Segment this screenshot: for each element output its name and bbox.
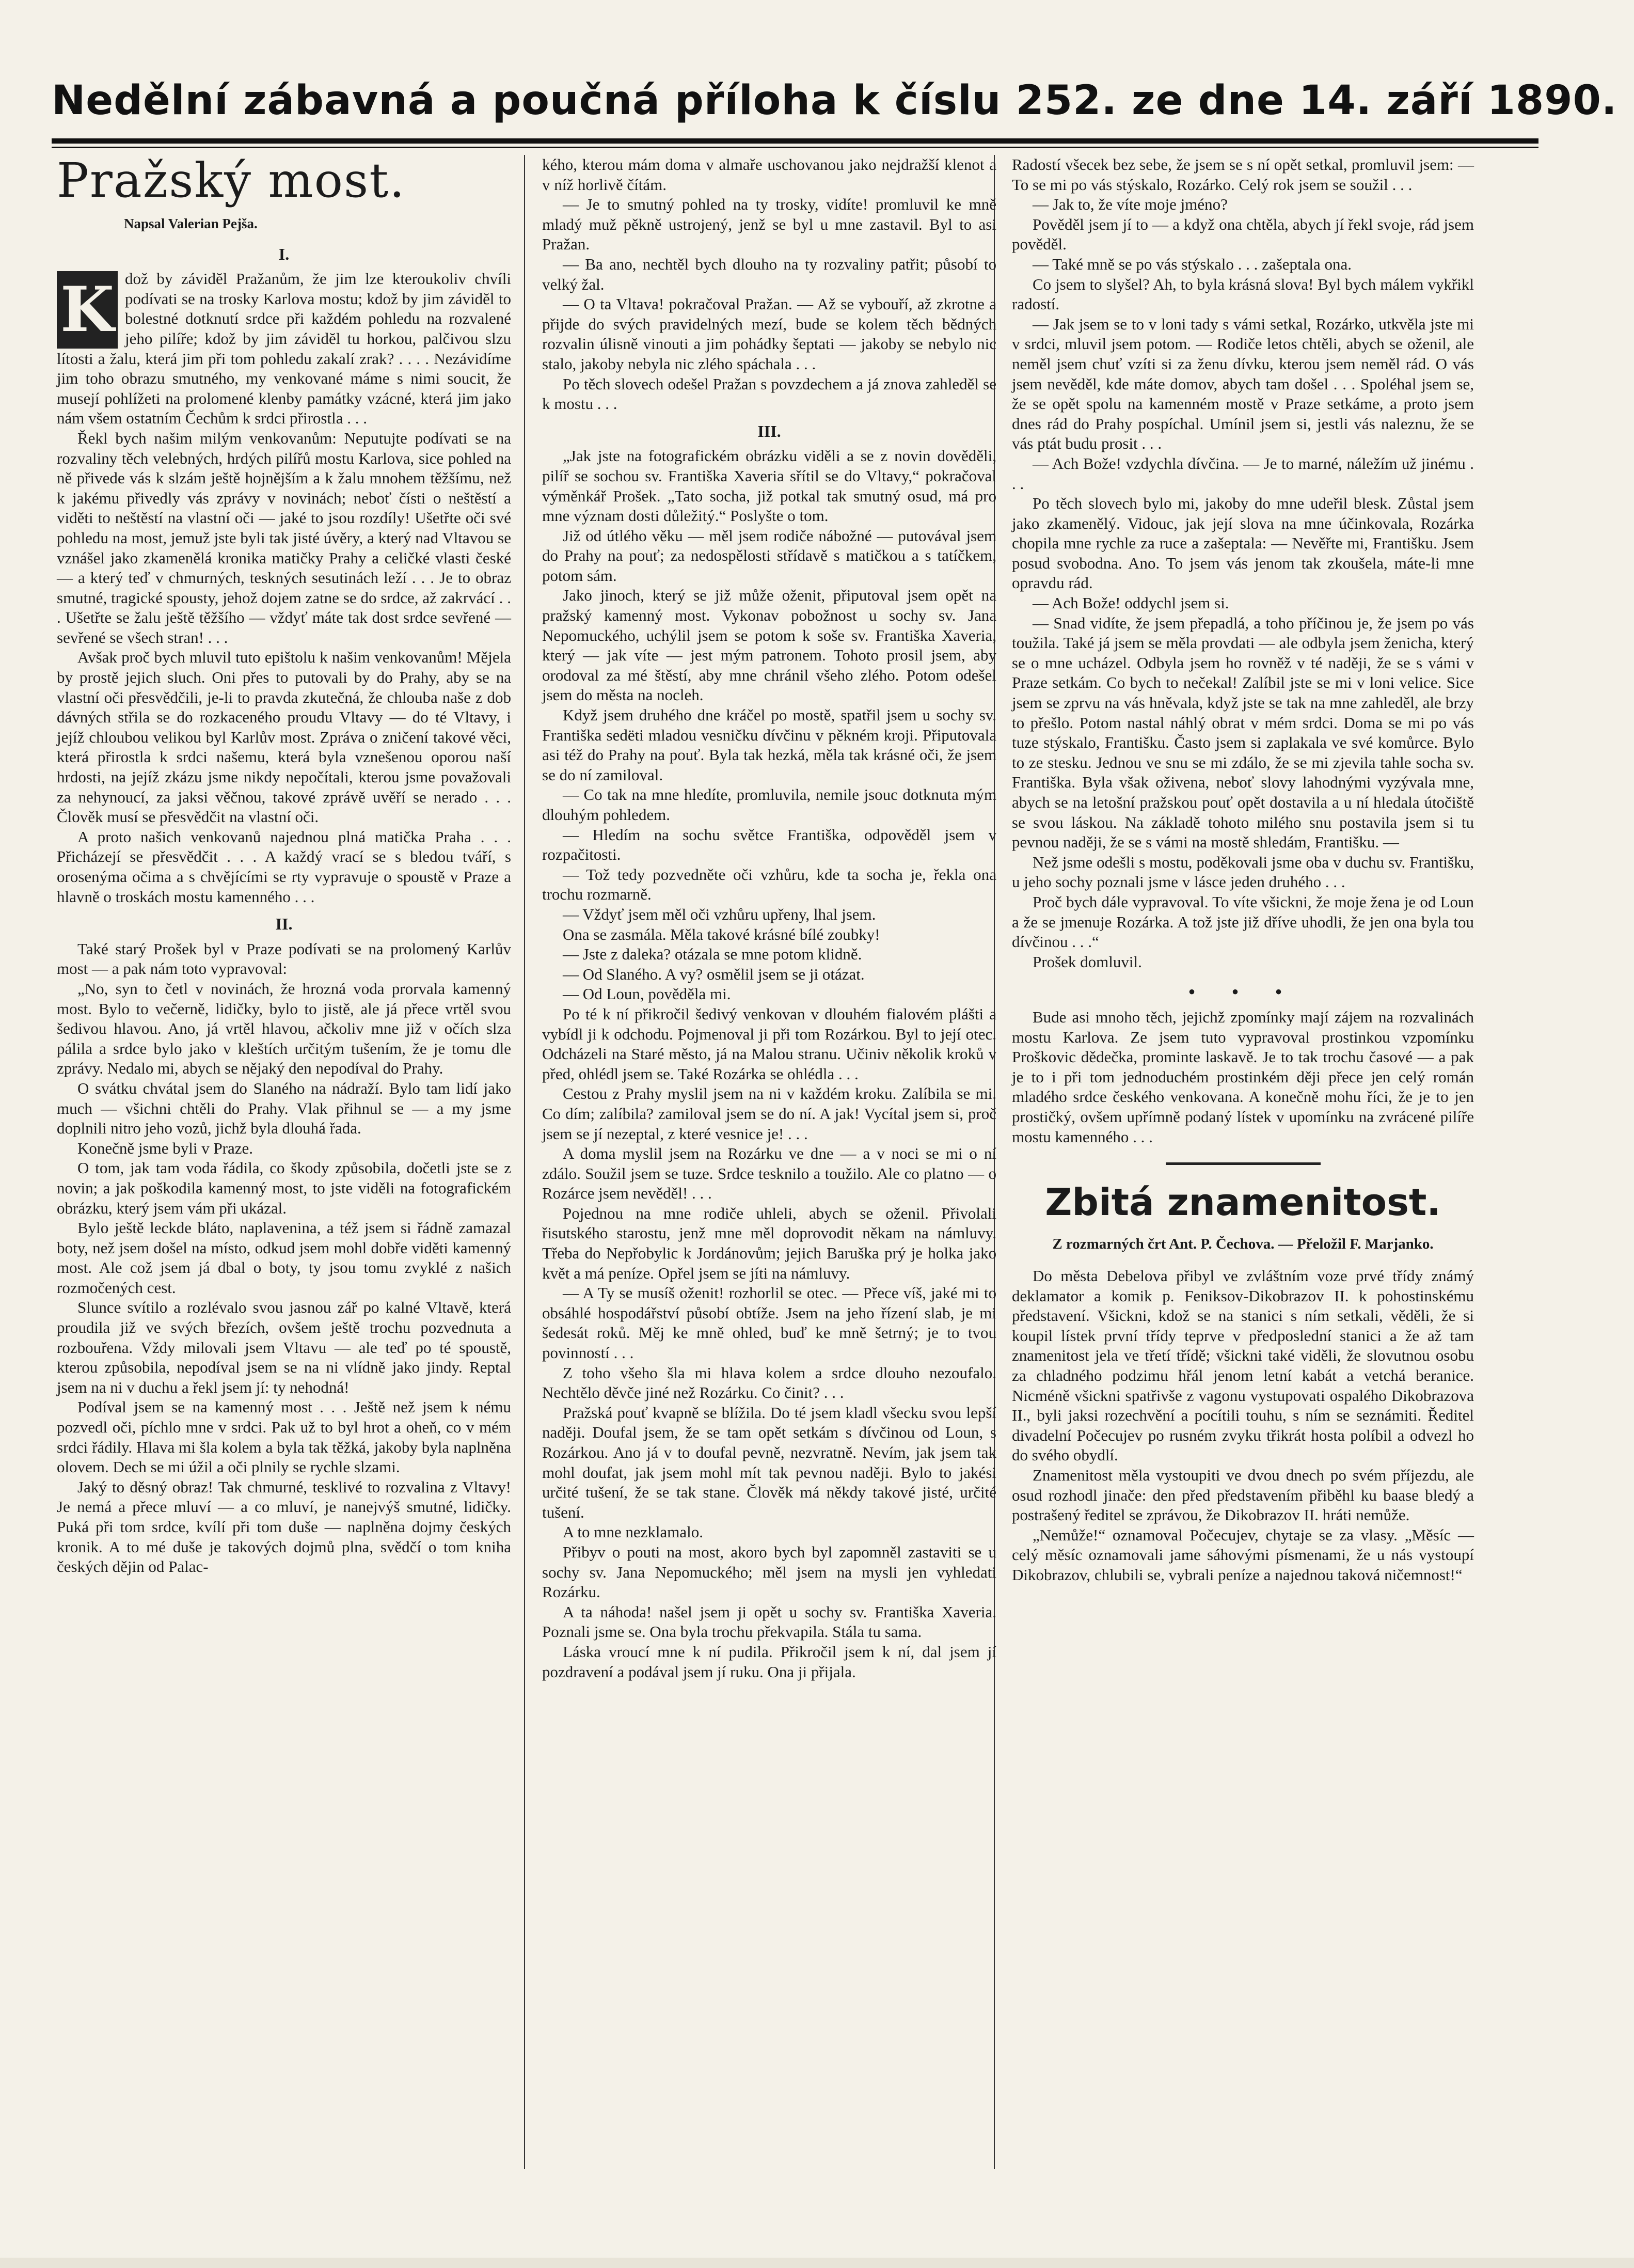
section-stars: • • •: [1188, 980, 1298, 1004]
paragraph: — Jak to, že víte moje jméno?: [1033, 195, 1228, 214]
masthead: Nedělní zábavná a poučná příloha k číslu 252. ze dne 14. září 1890.: [52, 77, 1617, 124]
paragraph: Jako jinoch, který se již může oženit, připutoval jsem opět na pražský kamenný most. Vykonav pobožnost u sochy sv. Jana Nepomuckého, uchýlil jsem se potom k soše sv. Františka Xaveria, který — jak víte — jest mým patronem. Tohoto prosil jsem, aby orodoval za mé štěstí, aby mne chránil všeho zlého. Potom odešel jsem do města na nocleh.: [542, 586, 996, 704]
section-heading: II.: [275, 915, 293, 934]
paragraph: — Jak jsem se to v loni tady s vámi setkal, Rozárko, utkvěla jste mi v srdci, mluvil jsem potom. — Rodiče letos chtěli, abych se oženil, ale neměl jsem chuť vzíti si za ženu dívku, kterou jsem neměl rád. O vás jsem nevěděl, kde máte domov, abych tam došel . . . Spoléhal jsem se, že se opět spolu na kamenném mostě v Praze setkáme, a proto jsem dnes rád do Prahy pospíchal. Umínil jsem si, jestli vás naleznu, že se vás ptát budu prosit . . .: [1012, 314, 1474, 453]
paragraph: — Od Loun, pověděla mi.: [563, 985, 731, 1003]
article-title: Pražský most.: [57, 153, 406, 208]
paragraph: Také starý Prošek byl v Praze podívati se na prolomený Karlův most — a pak nám toto vypravoval:: [57, 939, 511, 978]
paragraph: Po té k ní přikročil šedivý venkovan v dlouhém fialovém plášti a vybídl ji k odchodu. Pojmenoval ji při tom Rozárkou. Byl to její otec. Odcházeli na Staré město, já na Malou stranu. Učiniv několik kroků v před, ohlédl jsem se. Také Rozárka se ohlédla . . .: [542, 1004, 996, 1083]
drop-cap: K: [57, 271, 118, 349]
paragraph: Cestou z Prahy myslil jsem na ni v každém kroku. Zalíbila se mi. Co dím; zalíbila? zamiloval jsem se do ní. A jak! Vycítal jsem si, proč jsem se jí nezeptal, z které vesnice je! . . .: [542, 1084, 996, 1143]
paragraph: „No, syn to četl v novinách, že hrozná voda prorvala kamenný most. Bylo to večerně, lidičky, bylo to jistě, ale já přece vrtěl svou šedivou hlavou. Ano, já vrtěl hlavou, ačkoliv mne již v očích slza pálila a srdce bylo jako v kleštích určitým tušením, že je tomu dle zprávy. Nedalo mi, abych se nějaký den nepodíval do Prahy.: [57, 979, 511, 1078]
paragraph: Bylo ještě leckde bláto, naplavenina, a též jsem si řádně zamazal boty, než jsem došel na místo, odkud jsem mohl dobře viděti kamenný most. Ale což jsem já dbal o boty, ty jsou tomu zvyklé z našich rozmočených cest.: [57, 1219, 511, 1297]
paragraph: Z toho všeho šla mi hlava kolem a srdce dlouho nezoufalo. Nechtělo děvče jiné než Rozárku. Co činit? . . .: [542, 1363, 996, 1402]
paragraph: „Nemůže!“ oznamoval Počecujev, chytaje se za vlasy. „Měsíc — celý měsíc oznamovali jame sáhovými písmenami, že u nás vystoupí Dikobrazov, chlubili se, vybrali peníze a najednou taková ničemnost!“: [1012, 1525, 1474, 1584]
paragraph: Než jsme odešli s mostu, poděkovali jsme oba v duchu sv. Františku, u jeho sochy poznali jsme v lásce jeden druhého . . .: [1012, 853, 1474, 891]
paragraph: Jaký to děsný obraz! Tak chmurné, tesklivé to rozvalina z Vltavy! Je nemá a přece mluví — a co mluví, je nanejvýš smutné, lidičky. Puká při tom srdce, kvílí při tom duše — naplněna dojmy českých kronik. A to mé duše je takových dojmů plna, svědčí o tom kniha českých dějin od Palac-: [57, 1477, 511, 1576]
paragraph: Řekl bych našim milým venkovanům: Neputujte podívati se na rozvaliny těch velebných, hrdých pilířů mostu Karlova, sice pohled na ně přivede vás k slzám ještě hojnějším a k žalu mnohem těžšímu, než k jakému přivedly vás zprávy v novinách; neboť čísti o neštěstí a viděti to neštěstí na vlastní oči — jaké to jsou rozdíly! Ušetřte oči své pohledu na most, jemuž jste byli tak jisté úvěry, a který nad Vltavou se vznášel jako zkamenělá kronika matičky Prahy a celičké vlasti české — a který teď v chmurných, teskných sesutinách leží . . . Je to obraz smutné, tragické spousty, jehož dojem zatne se do srdce, až zakrvácí . . . Ušetřte se žalu ještě těžšího — vždyť máte tak dost srdce sevřené — sevřené se všech stran! . . .: [57, 429, 511, 647]
paragraph: — Hledím na sochu světce Františka, odpověděl jsem v rozpačitosti.: [542, 825, 996, 864]
paragraph: Pojednou na mne rodiče uhleli, abych se oženil. Přivolali řisutského starostu, jenž mne měl doprovodit někam na námluvy. Třeba do Nepřobylic k Jordánovům; jejich Baruška prý je holka jako květ a má peníze. Opřel jsem se jíti na námluvy.: [542, 1204, 996, 1282]
column-2: [542, 155, 996, 1682]
paragraph: „Jak jste na fotografickém obrázku viděli a se z novin dověděli, pilíř se sochou sv. Františka Xaveria sřítil se do Vltavy,“ pokračoval výměnkář Prošek. „Tato socha, již potkal tak smutný osud, má pro mne význam dosti důležitý.“ Poslyšte o tom.: [542, 447, 996, 525]
paragraph: K dož by závidĕl Pražanům, že jim lze kteroukoliv chvíli podívati se na trosky Karlova mostu; kdož by jim závidĕl to bolestné dotknutí srdce při každém pohledu na rozvalené jeho pilíře; kdož by jim závidĕl tu horkou, palčivou slzu lítosti a žalu, která jim při tom pohledu zakalí zrak? . . . . Nezávidíme jim toho obrazu smutného, my venkované máme s nimi soucit, že musejí pohlížeti na prolomené klenby památky vzácné, která jim jako nám všem ostatním Čechům k srdci přirostla . . .: [57, 270, 511, 428]
paragraph: — Je to smutný pohled na ty trosky, vidíte! promluvil ke mně mladý muž pěkně ustrojený, jenž se byl u mne zastavil. Byl to asi Pražan.: [542, 195, 996, 254]
article-byline: Z rozmarných črt Ant. P. Čechova. — Přeložil F. Marjanko.: [1052, 1236, 1434, 1253]
article-separator: [1166, 1162, 1321, 1165]
paragraph: Po těch slovech bylo mi, jakoby do mne udeřil blesk. Zůstal jsem jako zkamenělý. Vidouc, jak její slova na mne účinkovala, Rozárka chopila mne rychle za ruce a zašeptala: — Nevěřte mi, Františku. Jsem posud svobodna. Ano. To jsem vás jenom tak zkoušela, máte-li mne opravdu rád.: [1012, 494, 1474, 592]
paragraph: — Jste z daleka? otázala se mne potom klidně.: [563, 945, 862, 964]
paragraph: — Také mně se po vás stýskalo . . . zašeptala ona.: [1033, 255, 1352, 273]
paragraph: A doma myslil jsem na Rozárku ve dne — a v noci se mi o ní zdálo. Soužil jsem se tuze. Srdce tesknilo a toužilo. Ale co platno — o Rozárce jsem nevěděl! . . .: [542, 1144, 996, 1203]
paragraph: Ona se zasmála. Měla takové krásné bílé zoubky!: [563, 925, 880, 943]
section-heading: III.: [757, 421, 781, 440]
column-3: [1012, 155, 1474, 1585]
paragraph: O tom, jak tam voda řádila, co škody způsobila, dočetli jste se z novin; a jak poškodila kamenný most, to jste viděli na fotografickém obrázku, který jsem vám při ukázal.: [57, 1159, 511, 1217]
paragraph: A ta náhoda! našel jsem ji opět u sochy sv. Františka Xaveria. Poznali jsme se. Ona byla trochu překvapila. Stála tu sama.: [542, 1602, 996, 1641]
column-divider: [524, 155, 525, 2169]
paragraph: Radostí všecek bez sebe, že jsem se s ní opět setkal, promluvil jsem: — To se mi po vás stýskalo, Rozárko. Celý rok jsem se soužil . . .: [1012, 155, 1474, 194]
paragraph: — Vždyť jsem měl oči vzhůru upřeny, lhal jsem.: [563, 905, 876, 923]
paragraph: — A Ty se musíš oženit! rozhorlil se otec. — Přece víš, jaké mi to obsáhlé hospodářství působí obtíže. Jsem na jeho řízení slab, je mi šedesát roků. Měj ke mně ohled, buď ke mně šetrný; je to tvou povinností . . .: [542, 1284, 996, 1362]
paragraph: Když jsem druhého dne kráčel po mostě, spatřil jsem u sochy sv. Františka sedëti mladou vesničku dívčinu v pěkném kroji. Připutovala asi též do Prahy na pouť. Byla tak hezká, měla tak krásné oči, že jsem se do ní zamiloval.: [542, 706, 996, 784]
paragraph: — Od Slaného. A vy? osmělil jsem se ji otázat.: [563, 965, 865, 983]
paragraph: Podíval jsem se na kamenný most . . . Ještě než jsem k nému pozvedl oči, píchlo mne v srdci. Pak už to byl hrot a oheň, co v mém srdci řádily. Hlava mi šla kolem a byla tak těžká, jakoby byla naplněna olovem. Dech se mi úžil a oči plnily se rychle slzami.: [57, 1398, 511, 1476]
section-heading: I.: [278, 244, 290, 263]
paragraph: Pražská pouť kvapně se blížila. Do té jsem kladl všecku svou lepší naději. Doufal jsem, že se tam opět setkám s dívčinou od Loun, s Rozárkou. Ano já v to doufal pevně, nezvratně. Nevím, jak jsem tak mohl doufat, jak jsem mohl mít tak pevnou naději. Bylo to jakési určité tušení, že se tak stane. Člověk má někdy takové jisté, určité tušení.: [542, 1403, 996, 1521]
paragraph: A to mne nezklamalo.: [563, 1523, 704, 1541]
paragraph: Do města Debelova přibyl ve zvláštním voze prvé třídy známý deklamator a komik p. Feniksov-Dikobrazov II. k pohostinskému představení. Všickni, kdož se na stanici s ním setkali, věděli, že si koupil lístek první třídy teprve v předposlední stanici a že až tam znamenitost jela ve třetí třídě; všickni také viděli, že slovutnou osobu za chladného podzimu hřál jenom letní kabát a vetchá beranice. Nicméně všickni spatřivše z vagonu vystupovati ospalého Dikobrazova II., byli jaksi rozechvění a pocítili touhu, s ním se seznámiti. Ředitel divadelní Počecujev po rusném zvyku třikrát hosta políbil a odvezl ho do svého obydlí.: [1012, 1267, 1474, 1464]
paragraph: — Tož tedy pozvedněte oči vzhůru, kde ta socha je, řekla ona trochu rozmarně.: [542, 865, 996, 904]
paragraph: Prošek domluvil.: [1033, 952, 1142, 971]
paragraph: Znamenitost měla vystoupiti ve dvou dnech po svém příjezdu, ale osud rozhodl jinače: den před představením přiběhl ku baase bledý a postrašený ředitel se zprávou, že Dikobrazov II. hráti nemůže.: [1012, 1466, 1474, 1524]
masthead-rule: [52, 138, 1538, 144]
paragraph: — O ta Vltava! pokračoval Pražan. — Až se vybouří, až zkrotne a přijde do svých pravidelných mezí, bude se kolem těch bědných rozvalin úlisně vinouti a jim pohádky šeptati — jakoby se nebylo nic stalo, jakoby nebyla nic zlého spáchala . . .: [542, 295, 996, 373]
paragraph: Již od útlého věku — měl jsem rodiče nábožné — putovával jsem do Prahy na pouť; za nedospělosti střídavě s matičkou a s tatíčkem, potom sám.: [542, 526, 996, 585]
paragraph: — Co tak na mne hledíte, promluvila, nemile jsouc dotknuta mým dlouhým pohledem.: [542, 785, 996, 824]
paragraph: Bude asi mnoho těch, jejichž zpomínky mají zájem na rozvalinách mostu Karlova. Ze jsem tuto vypravoval prostinkou vzpomínku Proškovic dědečka, prominte laskavě. Je to tak trochu časové — a pak je to i při tom jednoduchém prostinkém ději přece jen celý román mladého srdce českého venkovana. A konečně mohu říci, že je to jen prostičký, ovšem upřímně podaný lístek v upomínku na zvrácené pilíře mostu kamenného . . .: [1012, 1007, 1474, 1146]
paragraph: Slunce svítilo a rozlévalo svou jasnou zář po kalné Vltavě, která proudila již ve svých březích, ovšem ještě trochu pozvednuta a rozbouřena. Vždy milovali jsem Vltavu — ale teď po té spoustě, kterou způsobila, nepodíval jsem se na ni vlídně jako jindy. Reptal jsem na ni v duchu a řekl jsem jí: ty nehodná!: [57, 1298, 511, 1396]
paragraph: Avšak proč bych mluvil tuto epištolu k našim venkovanům! Mějela by prostě jejich sluch. Oni přes to putovali by do Prahy, aby se na vlastní oči přesvědčili, je-li to pravda zkutečná, že chlouba naše z dob dávných střila se do rozkaceného proudu Vltavy — do té Vltavy, i jejíž chloubou velikou byl Karlův most. Zpráva o zničení takové věci, která přirostla k srdci našemu, která byla vznešenou oporou naší hrdosti, na jejíž zkázu jsme nikdy nepočítali, kterou jsme považovali za nehynoucí, za jaksi věčnou, takové zprávě uvěří se nerado . . . Člověk musí se přesvědčit na vlastní oči.: [57, 648, 511, 826]
paragraph: Proč bych dále vypravoval. To víte všickni, že moje žena je od Loun a že se jmenuje Rozárka. A tož jste již dříve uhodli, že jen ona byla tou dívčinou . . .“: [1012, 892, 1474, 951]
column-1: [57, 155, 511, 1577]
paragraph: — Ach Bože! vzdychla dívčina. — Je to marné, náležím už jinému . . .: [1012, 454, 1474, 493]
paragraph: Pověděl jsem jí to — a když ona chtěla, abych jí řekl svoje, rád jsem pověděl.: [1012, 215, 1474, 254]
paragraph: Co jsem to slyšel? Ah, to byla krásná slova! Byl bych málem vykřikl radostí.: [1012, 275, 1474, 313]
paragraph: — Snad vidíte, že jsem přepadlá, a toho příčinou je, že jsem po vás toužila. Také já jsem se měla provdati — ale odbyla jsem ženicha, který se o mne ucházel. Odbyla jsem ho rovněž v té naději, že se s vámi v Praze setkám. Co bych to nečekal! Zalíbil jste se mi v loni velice. Sice jsem se zprvu na vás hněvala, když jste se tak na mne zahleděl, ale brzy to přešlo. Potom nastal náhlý obrat v mém srdci. Doma se mi po vás tuze stýskalo, Františku. Často jsem si zaplakala ve své komůrce. Bylo to ze stesku. Jednou ve snu se mi zdálo, že se mi zjevila tahle socha sv. Františka. Byla však oživena, neboť slovy lahodnými vyzývala mne, abych se na letošní pražskou pouť opět dostavila a u ní hledala útočiště se svou láskou. Na základě tohoto milého snu postavila jsem si tu pevnou naději, že se s vámi na mostě shledám, Františku. —: [1012, 613, 1474, 852]
paragraph: — Ba ano, nechtěl bych dlouho na ty rozvaliny patřit; působí to velký žal.: [542, 255, 996, 293]
paragraph: Po těch slovech odešel Pražan s povzdechem a já znova zahleděl se k mostu . . .: [542, 374, 996, 413]
page-edge: [0, 2258, 1634, 2268]
paragraph: Přibyv o pouti na most, akoro bych byl zapomněl zastaviti se u sochy sv. Jana Nepomuckého; měl jsem na mysli jen vyhledati Rozárku.: [542, 1542, 996, 1601]
paragraph: O svátku chvátal jsem do Slaného na nádraží. Bylo tam lidí jako much — všichni chtěli do Prahy. Vlak přihnul se — a my jsme doplnili nitro jeho vozů, jichž byla dlouhá řada.: [57, 1079, 511, 1138]
masthead-rule-thin: [52, 147, 1538, 148]
article-byline: Napsal Valerian Pejša.: [124, 216, 258, 231]
paragraph: kého, kterou mám doma v almaře uschovanou jako nejdražší klenot a v níž horlivě čítám.: [542, 155, 996, 194]
article-title: Zbitá znamenitost.: [1045, 1180, 1441, 1224]
paragraph: — Ach Bože! oddychl jsem si.: [1033, 594, 1229, 612]
paragraph: Konečně jsme byli v Praze.: [77, 1139, 253, 1157]
paragraph: Láska vroucí mne k ní pudila. Přikročil jsem k ní, dal jsem jí pozdravení a podával jsem jí ruku. Ona ji přijala.: [542, 1642, 996, 1681]
paragraph: A proto našich venkovanů najednou plná matička Praha . . . Přicházejí se přesvědčit . . . A každý vrací se s bledou tváří, s orosenýma očima a s chvějícími se rty vypravuje o spoustě v Praze a hlavně o troskách mostu kamenného . . .: [57, 827, 511, 906]
